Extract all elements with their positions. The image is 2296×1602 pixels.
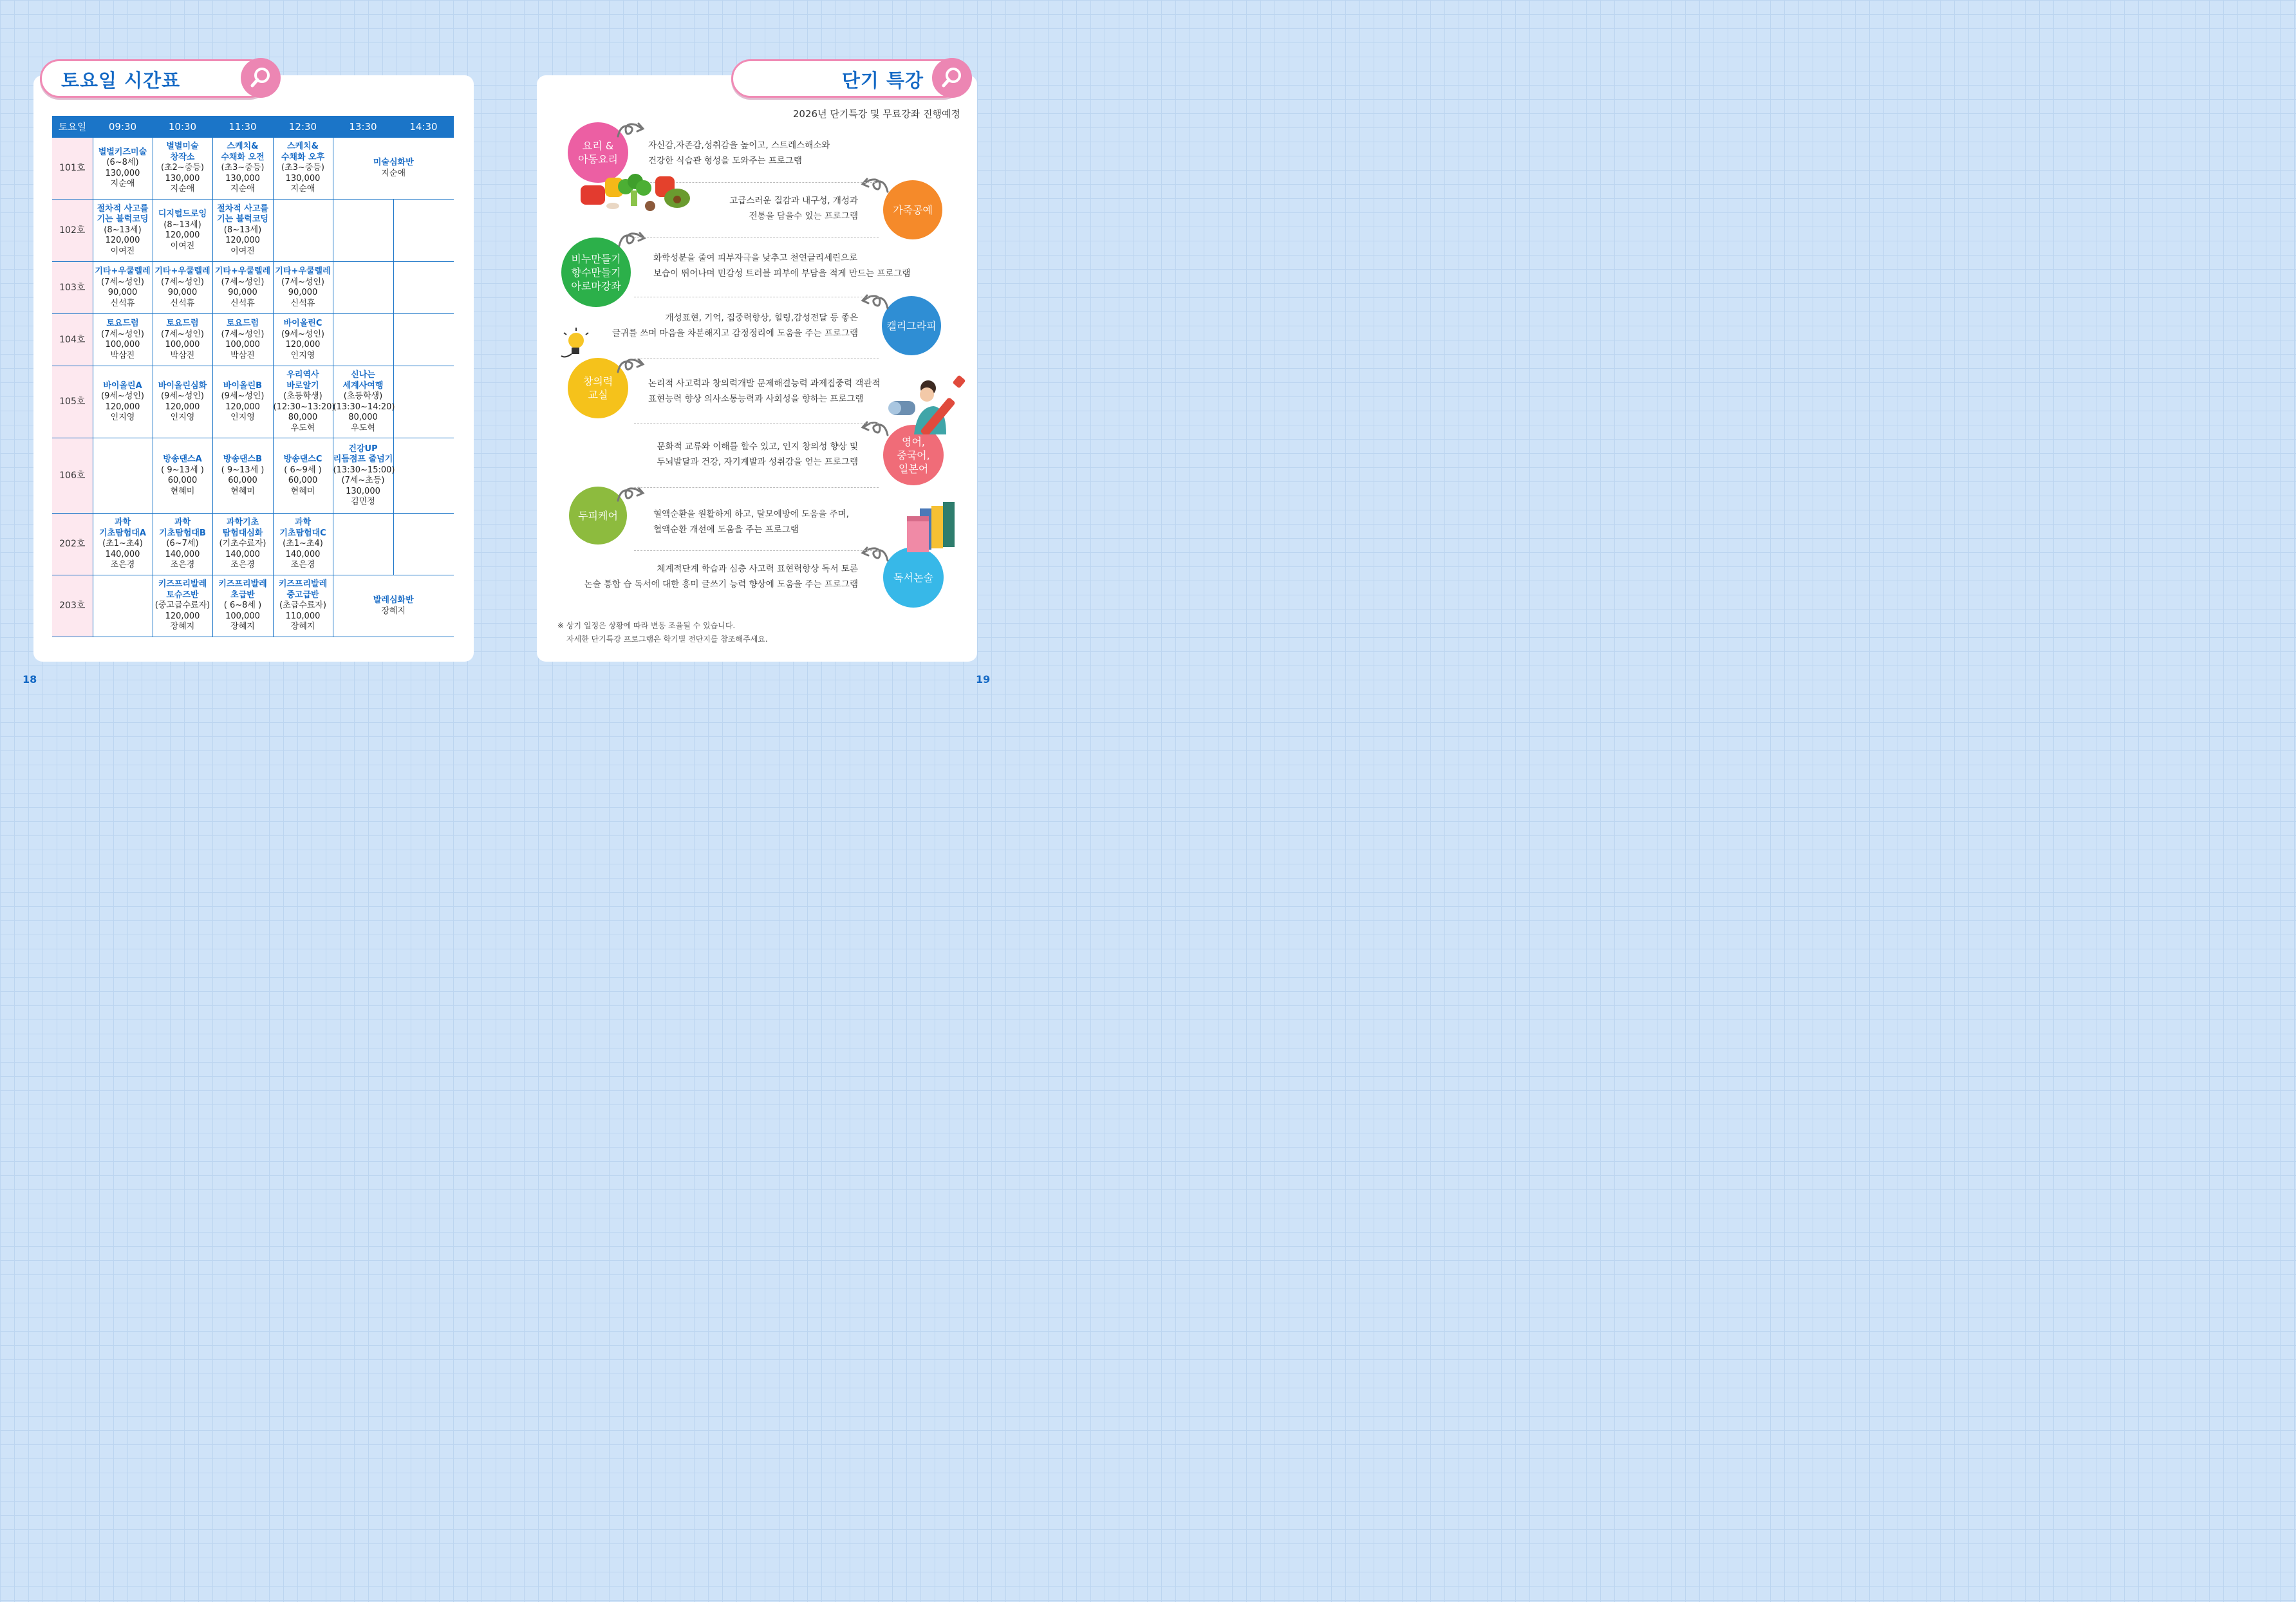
class-detail: 장혜지 (290, 622, 315, 632)
class-title: 세계사여행 (342, 380, 384, 391)
class-cell (212, 575, 273, 637)
page-title-left: 토요일 시간표 (61, 70, 181, 91)
class-detail: (13:30~14:20) (333, 402, 395, 412)
class-detail: 140,000 (225, 549, 260, 559)
description-line: 화학성분을 줄여 피부자극을 낮추고 천연글리세린으로 (653, 253, 858, 263)
class-title: 과학기초 (226, 517, 259, 528)
class-detail: 지순애 (170, 184, 195, 194)
class-title: 미술심화반 (373, 158, 414, 167)
class-detail: (8~13세) (163, 219, 201, 230)
empty-cell (93, 438, 153, 514)
class-detail: 조은경 (170, 560, 195, 570)
class-cell (273, 314, 333, 366)
class-cell (212, 200, 273, 262)
timetable-row (52, 575, 454, 637)
program-label-line: 향수만들기 (571, 266, 621, 279)
header-time: 14:30 (393, 116, 454, 138)
class-detail: 지순애 (230, 184, 255, 194)
class-detail: (7세~성인) (101, 277, 144, 287)
class-detail: (7세~성인) (221, 329, 265, 339)
class-detail: (초3~중등) (221, 163, 265, 173)
timetable-row (52, 200, 454, 262)
class-title: 신나는 (351, 370, 375, 380)
class-cell (153, 438, 212, 514)
room-label: 103호 (52, 262, 93, 314)
class-detail: (8~13세) (104, 225, 142, 235)
class-detail: 장혜지 (381, 606, 406, 616)
description-line: 두뇌발달과 건강, 자기계발과 성취감을 얻는 프로그램 (657, 457, 858, 467)
program-circle[interactable] (883, 547, 944, 608)
class-detail: 이여진 (230, 246, 255, 256)
header-time: 12:30 (273, 116, 333, 138)
class-detail: 60,000 (288, 476, 318, 485)
class-detail: (6~8세) (106, 158, 139, 167)
timetable-row (52, 138, 454, 200)
class-detail: (중고급수료자) (154, 601, 210, 611)
program-label-line: 가죽공예 (893, 203, 933, 216)
class-detail: (7세~성인) (281, 277, 324, 287)
header-day: 토요일 (52, 116, 93, 138)
class-detail: 인지영 (230, 413, 255, 422)
class-detail: (초등학생) (343, 391, 383, 401)
room-label: 102호 (52, 200, 93, 262)
page-title-right: 단기 특강 (841, 70, 924, 91)
saturday-timetable (52, 116, 454, 637)
class-title: 과학 (114, 517, 131, 528)
description-line: 고급스러운 질감과 내구성, 개성과 (729, 196, 858, 206)
class-detail: 이여진 (170, 241, 195, 251)
class-detail: (7세~초등) (341, 476, 385, 485)
class-detail: 박삼진 (110, 350, 135, 360)
program-description (653, 250, 910, 281)
class-detail: (6~7세) (166, 539, 199, 549)
class-detail: 지순애 (381, 168, 406, 178)
description-line: 논술 통합 습 독서에 대한 흥미 글쓰기 능력 향상에 도움을 주는 프로그램 (584, 579, 858, 590)
timetable-header-row (52, 116, 454, 138)
class-detail: 우도혁 (351, 423, 375, 433)
class-title: 방송댄스A (163, 454, 202, 464)
class-detail: 120,000 (285, 340, 321, 349)
empty-cell (333, 262, 393, 314)
class-detail: 현혜미 (290, 486, 315, 496)
curl-arrow-icon (859, 544, 889, 563)
class-detail: 인지영 (290, 350, 315, 360)
class-detail: 120,000 (105, 402, 140, 412)
class-cell (153, 262, 212, 314)
program-label-line: 교실 (588, 389, 608, 401)
class-detail: 김민정 (351, 497, 375, 507)
header-time: 09:30 (93, 116, 153, 138)
class-cell (93, 366, 153, 438)
empty-cell (393, 438, 454, 514)
class-cell (153, 366, 212, 438)
search-icon[interactable] (241, 58, 281, 98)
class-detail: (9세~성인) (281, 329, 324, 339)
class-title: 기초탐험대B (159, 528, 206, 538)
class-title: 토요드럼 (106, 319, 139, 328)
class-detail: 110,000 (285, 611, 321, 621)
program-description (648, 138, 830, 169)
program-label-line: 두피케어 (578, 509, 618, 522)
girl-with-pencil-illustration (888, 375, 972, 434)
class-detail: 120,000 (165, 611, 200, 621)
class-cell (333, 575, 454, 637)
description-line: 전통을 담을수 있는 프로그램 (749, 211, 858, 221)
class-cell (153, 514, 212, 575)
class-detail: (기초수료자) (219, 539, 266, 549)
class-title: 키즈프리발레 (278, 579, 328, 590)
class-cell (273, 138, 333, 200)
class-detail: (9세~성인) (161, 391, 204, 401)
class-detail: 지순애 (290, 184, 315, 194)
class-detail: 90,000 (288, 288, 318, 297)
class-title: 기초탐험대C (279, 528, 326, 538)
class-title: 방송댄스C (283, 454, 322, 464)
class-title: 기타+우쿨렐레 (275, 266, 331, 276)
class-title: 토요드럼 (166, 319, 199, 328)
description-line: 개성표현, 기억, 집중력향상, 힐링,감성전달 등 좋은 (665, 313, 858, 323)
description-line: 문화적 교류와 이해를 할수 있고, 인지 창의성 향상 및 (657, 442, 858, 452)
class-title: 우리역사 (286, 370, 319, 380)
class-title: 절차적 사고를 (97, 203, 149, 214)
class-title: 발레심화반 (373, 595, 414, 605)
description-line: 건강한 식습관 형성을 도와주는 프로그램 (648, 156, 802, 166)
empty-cell (93, 575, 153, 637)
program-label-line: 독서논술 (893, 571, 933, 584)
page-number-left: 18 (23, 673, 37, 685)
class-title: 별별키즈미술 (98, 147, 147, 157)
room-label: 104호 (52, 314, 93, 366)
class-cell (93, 314, 153, 366)
class-detail: 130,000 (346, 486, 380, 496)
class-title: 바이올린A (103, 380, 142, 391)
program-circle[interactable] (883, 180, 942, 239)
class-title: 키즈프리발레 (158, 579, 207, 590)
class-cell (273, 514, 333, 575)
class-cell (93, 200, 153, 262)
program-description (653, 507, 849, 537)
class-detail: 박삼진 (170, 350, 195, 360)
class-title: 토요드럼 (226, 319, 259, 328)
note-line: ※ 상기 일정은 상황에 따라 변동 조율될 수 있습니다. (557, 621, 736, 630)
class-detail: (13:30~15:00) (333, 465, 395, 475)
program-description (729, 193, 858, 224)
books-illustration (904, 501, 957, 554)
class-detail: 신석휴 (170, 298, 195, 308)
class-detail: 100,000 (105, 340, 140, 349)
program-label-line: 비누만들기 (571, 252, 621, 265)
class-detail: (초2~중등) (161, 163, 204, 173)
class-detail: 130,000 (165, 173, 200, 183)
class-title: 창작소 (170, 152, 195, 162)
class-detail: 장혜지 (230, 622, 255, 632)
class-title: 기타+우쿨렐레 (95, 266, 151, 276)
empty-cell (333, 514, 393, 575)
room-label: 101호 (52, 138, 93, 200)
empty-cell (393, 200, 454, 262)
class-detail: 120,000 (165, 230, 200, 240)
class-title: 기는 블럭코딩 (217, 214, 268, 225)
class-detail: 박삼진 (230, 350, 255, 360)
class-detail: (7세~성인) (161, 277, 204, 287)
class-detail: 100,000 (225, 611, 260, 621)
description-line: 체계적단계 학습과 심층 사고력 표현력향상 독서 토론 (657, 564, 858, 574)
notes (557, 619, 768, 646)
description-line: 논리적 사고력과 창의력개발 문제해결능력 과제집중력 객관적 (648, 378, 881, 389)
class-detail: 100,000 (225, 340, 260, 349)
curl-arrow-icon (859, 175, 889, 194)
class-cell (153, 138, 212, 200)
class-cell (212, 138, 273, 200)
dashed-divider (634, 550, 879, 551)
class-title: 토슈즈반 (166, 590, 199, 600)
search-icon[interactable] (932, 58, 972, 98)
room-label: 202호 (52, 514, 93, 575)
empty-cell (273, 200, 333, 262)
timetable-row (52, 262, 454, 314)
class-detail: (7세~성인) (101, 329, 144, 339)
class-cell (93, 514, 153, 575)
program-label-line: 아동요리 (578, 153, 618, 165)
timetable-row (52, 438, 454, 514)
dashed-divider (634, 237, 879, 238)
class-title: 기타+우쿨렐레 (154, 266, 210, 276)
right-title-pill (731, 59, 963, 98)
class-detail: 120,000 (225, 236, 260, 246)
class-cell (273, 262, 333, 314)
class-title: 바이올린심화 (158, 380, 207, 391)
class-detail: (초3~중등) (281, 163, 324, 173)
class-title: 과학 (174, 517, 191, 528)
description-line: 자신감,자존감,성취감을 높이고, 스트레스해소와 (648, 140, 830, 151)
timetable-row (52, 314, 454, 366)
dashed-divider (634, 487, 879, 488)
program-description (612, 310, 858, 341)
program-label-line: 캘리그라피 (886, 319, 937, 332)
class-detail: (초등학생) (283, 391, 322, 401)
class-cell (212, 262, 273, 314)
class-detail: 장혜지 (170, 622, 195, 632)
class-detail: 80,000 (348, 413, 378, 422)
class-title: 수채화 오전 (221, 152, 265, 162)
timetable-row (52, 366, 454, 438)
description-line: 글귀를 쓰며 마음을 차분해지고 감정정리에 도움을 주는 프로그램 (611, 328, 858, 339)
description-line: 표현능력 향상 의사소통능력과 사회성을 향하는 프로그램 (648, 394, 864, 404)
description-line: 보습이 뛰어나며 민감성 트러블 피부에 부담을 적게 만드는 프로그램 (653, 268, 911, 279)
program-description (584, 561, 858, 592)
class-detail: (12:30~13:20) (273, 402, 335, 412)
class-cell (273, 366, 333, 438)
class-cell (333, 366, 393, 438)
class-detail: 60,000 (167, 476, 198, 485)
class-detail: 130,000 (285, 173, 321, 183)
program-label-line: 요리 & (582, 140, 614, 152)
lightbulb-icon (559, 325, 591, 364)
class-title: 과학 (294, 517, 312, 528)
class-detail: 130,000 (105, 168, 140, 178)
class-detail: ( 9~13세 ) (221, 465, 265, 475)
class-detail: ( 6~9세 ) (284, 465, 322, 475)
class-detail: 신석휴 (290, 298, 315, 308)
class-detail: 140,000 (105, 549, 140, 559)
page-number-right: 19 (976, 673, 991, 685)
class-cell (273, 575, 333, 637)
class-detail: (9세~성인) (221, 391, 265, 401)
class-cell (212, 314, 273, 366)
room-label: 106호 (52, 438, 93, 514)
vegetables-illustration (574, 166, 693, 212)
class-cell (212, 514, 273, 575)
class-title: 수채화 오후 (281, 152, 325, 162)
curl-arrow-icon (617, 120, 646, 139)
note-line: 자세한 단기특강 프로그램은 학기별 전단지를 참조해주세요. (566, 635, 768, 644)
class-title: 기타+우쿨렐레 (214, 266, 271, 276)
program-label-line: 영어, (902, 435, 925, 448)
class-detail: 이여진 (110, 246, 135, 256)
class-detail: 우도혁 (290, 423, 315, 433)
class-detail: 현혜미 (170, 486, 195, 496)
class-detail: 140,000 (285, 549, 321, 559)
program-label-line: 창의력 (583, 375, 613, 387)
class-detail: 신석휴 (230, 298, 255, 308)
class-detail: 90,000 (107, 288, 138, 297)
class-cell (93, 138, 153, 200)
room-label: 105호 (52, 366, 93, 438)
empty-cell (393, 262, 454, 314)
class-detail: (8~13세) (223, 225, 262, 235)
class-detail: 140,000 (165, 549, 200, 559)
class-detail: 신석휴 (110, 298, 135, 308)
class-detail: (초1~초4) (283, 539, 323, 549)
class-title: 리듬점프 줄넘기 (333, 454, 393, 464)
program-label-line: 아로마강좌 (571, 279, 621, 292)
class-cell (212, 366, 273, 438)
class-detail: ( 6~8세 ) (223, 601, 262, 611)
class-detail: 60,000 (228, 476, 257, 485)
class-detail: 인지영 (170, 413, 195, 422)
class-detail: 130,000 (225, 173, 260, 183)
class-cell (212, 438, 273, 514)
curl-arrow-icon (618, 229, 648, 248)
class-title: 바로알기 (286, 380, 319, 391)
class-title: 별별미술 (166, 142, 199, 152)
empty-cell (333, 314, 393, 366)
class-cell (333, 438, 393, 514)
class-detail: 지순애 (110, 179, 135, 189)
header-time: 11:30 (212, 116, 273, 138)
description-line: 혈액순환 개선에 도움을 주는 프로그램 (653, 525, 799, 535)
class-detail: (7세~성인) (221, 277, 265, 287)
class-detail: 120,000 (105, 236, 140, 246)
empty-cell (393, 366, 454, 438)
class-title: 방송댄스B (223, 454, 263, 464)
header-time: 13:30 (333, 116, 393, 138)
class-title: 바이올린B (223, 380, 263, 391)
dashed-divider (634, 423, 879, 424)
class-cell (273, 438, 333, 514)
class-cell (153, 314, 212, 366)
class-detail: (초1~초4) (102, 539, 143, 549)
class-title: 탐험대심화 (222, 528, 263, 538)
class-detail: (7세~성인) (161, 329, 204, 339)
class-detail: (9세~성인) (101, 391, 144, 401)
program-description (648, 376, 881, 407)
class-title: 스케치& (227, 142, 259, 152)
class-detail: 90,000 (167, 288, 198, 297)
class-title: 스케치& (286, 142, 319, 152)
class-detail: 조은경 (110, 560, 135, 570)
class-detail: ( 9~13세 ) (161, 465, 204, 475)
class-title: 중고급반 (286, 590, 319, 600)
header-time: 10:30 (153, 116, 212, 138)
class-detail: 80,000 (288, 413, 318, 422)
left-title-pill (40, 59, 269, 98)
class-cell (153, 200, 212, 262)
timetable-row (52, 514, 454, 575)
class-cell (93, 262, 153, 314)
class-detail: 120,000 (225, 402, 260, 412)
class-title: 바이올린C (283, 319, 322, 328)
class-detail: 인지영 (110, 413, 135, 422)
class-title: 건강UP (348, 443, 378, 454)
room-label: 203호 (52, 575, 93, 637)
class-title: 초급반 (230, 590, 255, 600)
program-label-line: 중국어, (897, 449, 930, 461)
right-subtitle: 2026년 단기특강 및 무료강좌 진행예정 (792, 108, 960, 120)
program-description (657, 439, 858, 470)
class-detail: (초급수료자) (279, 601, 326, 611)
class-title: 디지털드로잉 (158, 209, 207, 219)
class-title: 절차적 사고를 (217, 203, 268, 214)
class-cell (333, 138, 454, 200)
class-detail: 90,000 (228, 288, 257, 297)
curl-arrow-icon (859, 292, 889, 311)
curl-arrow-icon (859, 418, 889, 438)
class-title: 키즈프리발레 (218, 579, 267, 590)
class-detail: 조은경 (230, 560, 255, 570)
class-detail: 현혜미 (230, 486, 255, 496)
class-cell (153, 575, 212, 637)
program-circle[interactable] (882, 296, 941, 355)
program-label-line: 일본어 (898, 462, 929, 475)
empty-cell (393, 314, 454, 366)
empty-cell (333, 200, 393, 262)
class-detail: 조은경 (290, 560, 315, 570)
class-detail: 120,000 (165, 402, 200, 412)
class-detail: 100,000 (165, 340, 200, 349)
class-title: 기는 블럭코딩 (97, 214, 149, 225)
empty-cell (393, 514, 454, 575)
class-title: 기초탐험대A (99, 528, 146, 538)
description-line: 혈액순환을 원활하게 하고, 탈모예방에 도움을 주며, (653, 509, 849, 519)
